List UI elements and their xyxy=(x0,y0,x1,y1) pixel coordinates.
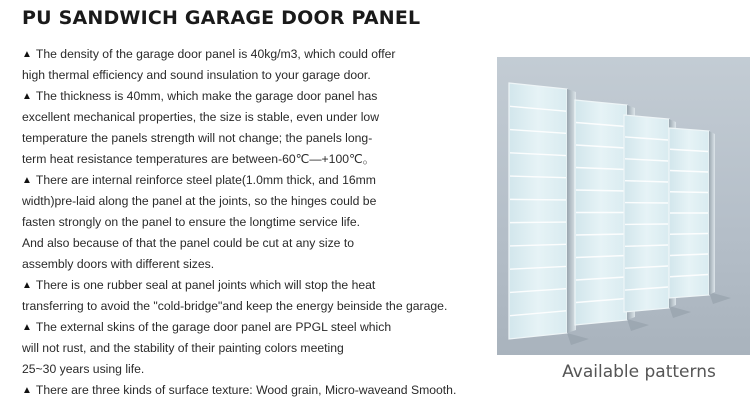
description-line xyxy=(22,128,502,149)
description-line-text: The external skins of the garage door panel are PPGL steel which xyxy=(35,320,392,334)
description-line xyxy=(22,296,502,317)
description-line-text: high thermal efficiency and sound insulation to your garage door. xyxy=(22,68,371,82)
description-line xyxy=(22,275,502,296)
description-line xyxy=(22,212,502,233)
description-line-text: fasten strongly on the panel to ensure the longtime service life. xyxy=(22,215,361,229)
description-line xyxy=(22,380,502,401)
triangle-up-icon: ▲ xyxy=(22,280,32,291)
description-line-text: 25~30 years using life. xyxy=(22,362,145,376)
description-line-text: The thickness is 40mm, which make the garage door panel has xyxy=(35,89,378,103)
description-line xyxy=(22,44,502,65)
description-line xyxy=(22,191,502,212)
triangle-up-icon: ▲ xyxy=(22,175,32,186)
triangle-up-icon: ▲ xyxy=(22,385,32,396)
description-line-text: assembly doors with different sizes. xyxy=(22,257,215,271)
description-line xyxy=(22,338,502,359)
garage-door-panels-image xyxy=(497,57,750,355)
description-line-text: temperature the panels strength will not change; the panels long- xyxy=(22,131,373,145)
description-line xyxy=(22,149,502,170)
description-line-text: term heat resistance temperatures are between-60℃—+100℃。 xyxy=(22,152,375,166)
description-line-text: width)pre-laid along the panel at the joints, so the hinges could be xyxy=(22,194,377,208)
description-line xyxy=(22,233,502,254)
triangle-up-icon: ▲ xyxy=(22,91,32,102)
triangle-up-icon: ▲ xyxy=(22,322,32,333)
description-line-text: The density of the garage door panel is 40kg/m3, which could offer xyxy=(35,47,396,61)
description-line xyxy=(22,170,502,191)
photo-caption: Available patterns xyxy=(562,362,716,382)
description-line-text: There are three kinds of surface texture: Wood grain, Micro-waveand Smooth. xyxy=(35,383,457,397)
description-line xyxy=(22,254,502,275)
description-line-text: And also because of that the panel could be cut at any size to xyxy=(22,236,354,250)
description-line-text: There are internal reinforce steel plate(1.0mm thick, and 16mm xyxy=(35,173,376,187)
description-line xyxy=(22,86,502,107)
description-line xyxy=(22,65,502,86)
description-line xyxy=(22,317,502,338)
description-line-text: transferring to avoid the "cold-bridge"and keep the energy beinside the garage. xyxy=(22,299,448,313)
description-line-text: will not rust, and the stability of their painting colors meeting xyxy=(22,341,344,355)
description-line xyxy=(22,359,502,380)
description-text xyxy=(22,44,502,401)
description-line-text: There is one rubber seal at panel joints which will stop the heat xyxy=(35,278,376,292)
page-title: PU SANDWICH GARAGE DOOR PANEL xyxy=(22,7,421,29)
triangle-up-icon: ▲ xyxy=(22,49,32,60)
description-line-text: excellent mechanical properties, the size is stable, even under low xyxy=(22,110,380,124)
description-line xyxy=(22,107,502,128)
